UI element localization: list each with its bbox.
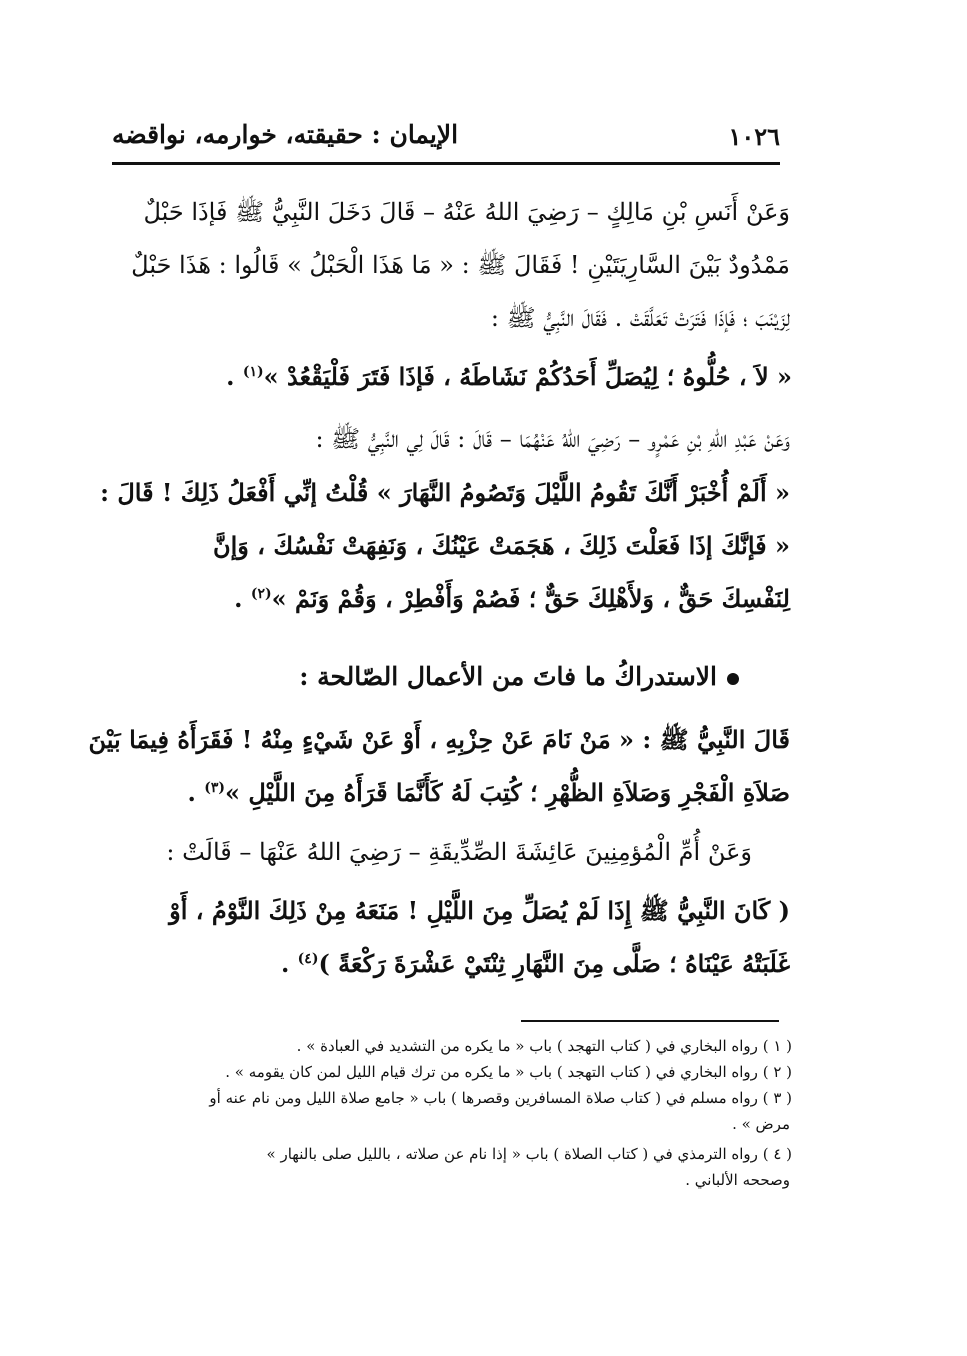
paragraph-abdullah [100,413,790,625]
text-line [120,350,792,403]
hadith-text: لِنَفْسِكَ حَقٌّ ، وَلأَهْلِكَ حَقٌّ ؛ فَصُمْ وَأَفْطِرْ ، وَقُمْ وَنَمْ » [271,584,790,613]
footnote-3-continuation: مرض » . [732,1115,790,1133]
bullet-icon [727,673,739,685]
sentence-end: . [187,778,205,807]
hadith-text: غَلَبَتْهُ عَيْنَاهُ ؛ صَلَّى مِنَ النَّهَارِ ثِنْتَيْ عَشْرَةَ رَكْعَةً ) [318,949,790,978]
sentence-end: . [280,949,298,978]
text-line: مَمْدُودٌ بَيْنَ السَّارِيَتَيْنِ ! فَقَالَ ﷺ : « مَا هَذَا الْحَبْلُ » قَالُوا : هَذَا حَبْلٌ [131,251,790,279]
footnote-marker: (٢) [250,586,272,602]
text-line: لِزَيْنَبَ ؛ فَإذَا فَتَرَتْ تَعَلَّقَتْ . فَقَالَ النَّبِيُّ ﷺ : [490,304,790,332]
text-line: ( كَانَ النَّبِيُّ ﷺ إِذَا لَمْ يُصَلِّ مِنَ اللَّيْلِ ! مَنَعَهُ مِنْ ذَلِكَ النَّوْمُ ، أَوْ [169,896,790,925]
footnote-1: ( ١ ) رواه البخاري في ( كتاب التهجد ) باب « ما يكره من التشديد في العبادة » . [296,1037,792,1055]
footnote-2: ( ٢ ) رواه البخاري في ( كتاب التهجد ) باب « ما يكره من ترك قيام الليل لمن كان يقومه » . [225,1063,792,1081]
paragraph-aisha-intro [80,826,752,879]
paragraph-anas [118,186,790,345]
footnote-rule [521,1020,779,1022]
text-line: « أَلَمْ أُخْبَرْ أَنَّكَ تَقُومُ اللَّيْلَ وَتَصُومُ النَّهَارَ » قُلْتُ إنِّي أَفْعَلُ ذَلِكَ ! قَالَ : [100,478,790,507]
text-line: قَالَ النَّبِيُّ ﷺ : « مَنْ نَامَ عَنْ حِزْبِهِ ، أَوْ عَنْ شَيْءٍ مِنْهُ ! فَقَرَأَهُ فِيمَا بَيْنَ [88,725,790,754]
hadith-text: « لاَ ، حُلُّوهُ ؛ لِيُصَلِّ أَحَدُكُمْ نَشَاطَهُ ، فَإذَا فَتَرَ فَلْيَقْعُدْ » [263,362,792,391]
footnote-marker: (١) [242,364,264,380]
section-heading [299,650,739,703]
paragraph-hadith-1 [120,350,792,403]
footnote-marker: (٤) [297,951,319,967]
footnote-marker: (٣) [204,780,226,796]
section-heading-text: الاستدراكُ ما فاتَ من الأعمال الصّالحة : [299,662,717,691]
footnote-4: ( ٤ ) رواه الترمذي في ( كتاب الصلاة ) باب « إذا نام عن صلاته ، بالليل صلى بالنهار » [266,1145,792,1163]
text-line [118,766,790,819]
sentence-end: . [226,362,243,391]
text-line: وَعَنْ عَبْدِ اللهِ بْنِ عَمْرٍو – رَضِيَ اللهُ عَنْهُمَا – قَالَ : قَالَ لِي النَّبِيُّ ﷺ : [315,425,790,453]
hadith-text: صَلاَةِ الْفَجْرِ وَصَلاَةِ الظُّهْرِ ؛ كُتِبَ لَهُ كَأَنَّمَا قَرَأَهُ مِنَ اللَّيْلِ » [225,778,790,807]
sentence-end: . [234,584,251,613]
text-line [118,572,790,625]
footnotes [142,1033,792,1193]
paragraph-hizb [88,713,790,819]
page-header [112,118,780,162]
running-title: الإيمان : حقيقته، خوارمه، نواقضه [112,120,459,149]
text-line: « فَإنَّكَ إذَا فَعَلْتَ ذَلِكَ ، هَجَمَتْ عَيْنُكَ ، وَنَفِهَتْ نَفْسُكَ ، وَإنَّ [212,531,790,560]
text-line: وَعَنْ أَنَسِ بْنِ مَالِكٍ – رَضِيَ اللهُ عَنْهُ – قَالَ دَخَلَ النَّبِيُّ ﷺ فَإذَا حَبْلٌ [143,198,790,226]
footnote-3: ( ٣ ) رواه مسلم في ( كتاب صلاة المسافرين وقصرها ) باب « جامع صلاة الليل ومن نام عنه أو [209,1089,792,1107]
paragraph-aisha-hadith [118,884,790,990]
header-rule [112,162,780,165]
page-number: ١٠٢٦ [728,122,780,151]
text-line: وَعَنْ أُمِّ الْمُؤمِنِينَ عَائِشَةَ الصِّدِّيقَةِ – رَضِيَ اللهُ عَنْهَا – قَالَتْ : [166,838,752,866]
footnote-4-continuation: وصححه الألباني . [685,1171,790,1189]
text-line [118,937,790,990]
